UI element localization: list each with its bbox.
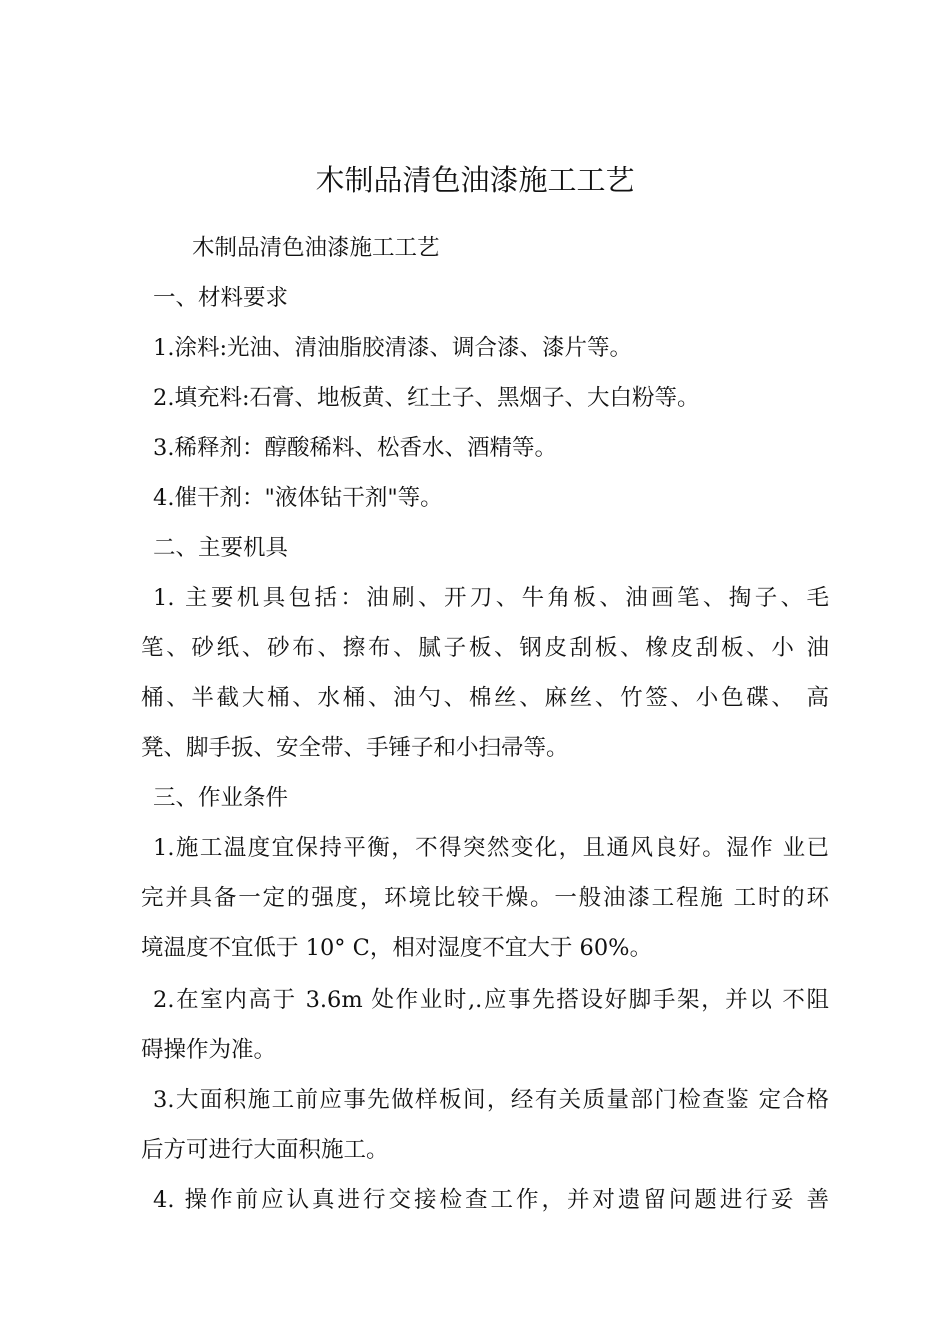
paragraph-line: 2.在室内高于 3.6m 处作业时,.应事先搭设好脚手架，并以 不阻 bbox=[153, 987, 829, 1013]
paragraph-line: 1.涂料:光油、清油脂胶清漆、调合漆、漆片等。 bbox=[153, 335, 633, 361]
paragraph-line: 1. 主要机具包括：油刷、开刀、牛角板、油画笔、掏子、毛 bbox=[153, 585, 829, 611]
section-heading-conditions: 三、作业条件 bbox=[153, 785, 289, 811]
paragraph-line: 3.大面积施工前应事先做样板间，经有关质量部门检查鉴 定合格 bbox=[153, 1087, 829, 1113]
paragraph-line: 4.催干剂："液体钻干剂"等。 bbox=[153, 485, 443, 511]
paragraph-line: 4. 操作前应认真进行交接检查工作，并对遗留问题进行妥 善 bbox=[153, 1187, 829, 1213]
paragraph-line: 2.填充料:石膏、地板黄、红土子、黑烟子、大白粉等。 bbox=[153, 385, 700, 411]
document-title: 木制品清色油漆施工工艺 bbox=[315, 163, 635, 197]
paragraph-line: 完并具备一定的强度，环境比较干燥。一般油漆工程施 工时的环 bbox=[141, 885, 829, 911]
section-heading-tools: 二、主要机具 bbox=[153, 535, 289, 561]
paragraph-line: 凳、脚手扳、安全带、手锤子和小扫帚等。 bbox=[141, 735, 569, 761]
subtitle-line: 木制品清色油漆施工工艺 bbox=[192, 235, 440, 261]
paragraph-line: 笔、砂纸、砂布、擦布、腻子板、钢皮刮板、橡皮刮板、小 油 bbox=[141, 635, 829, 661]
paragraph-line: 后方可进行大面积施工。 bbox=[141, 1137, 389, 1163]
paragraph-line: 桶、半截大桶、水桶、油勺、棉丝、麻丝、竹签、小色碟、 高 bbox=[141, 685, 829, 711]
paragraph-line: 碍操作为准。 bbox=[141, 1037, 277, 1063]
paragraph-line: 3.稀释剂：醇酸稀料、松香水、酒精等。 bbox=[153, 435, 557, 461]
section-heading-materials: 一、材料要求 bbox=[153, 285, 289, 311]
paragraph-line: 境温度不宜低于 10° C，相对湿度不宜大于 60%。 bbox=[141, 935, 653, 961]
paragraph-line: 1.施工温度宜保持平衡，不得突然变化，且通风良好。湿作 业已 bbox=[153, 835, 829, 861]
